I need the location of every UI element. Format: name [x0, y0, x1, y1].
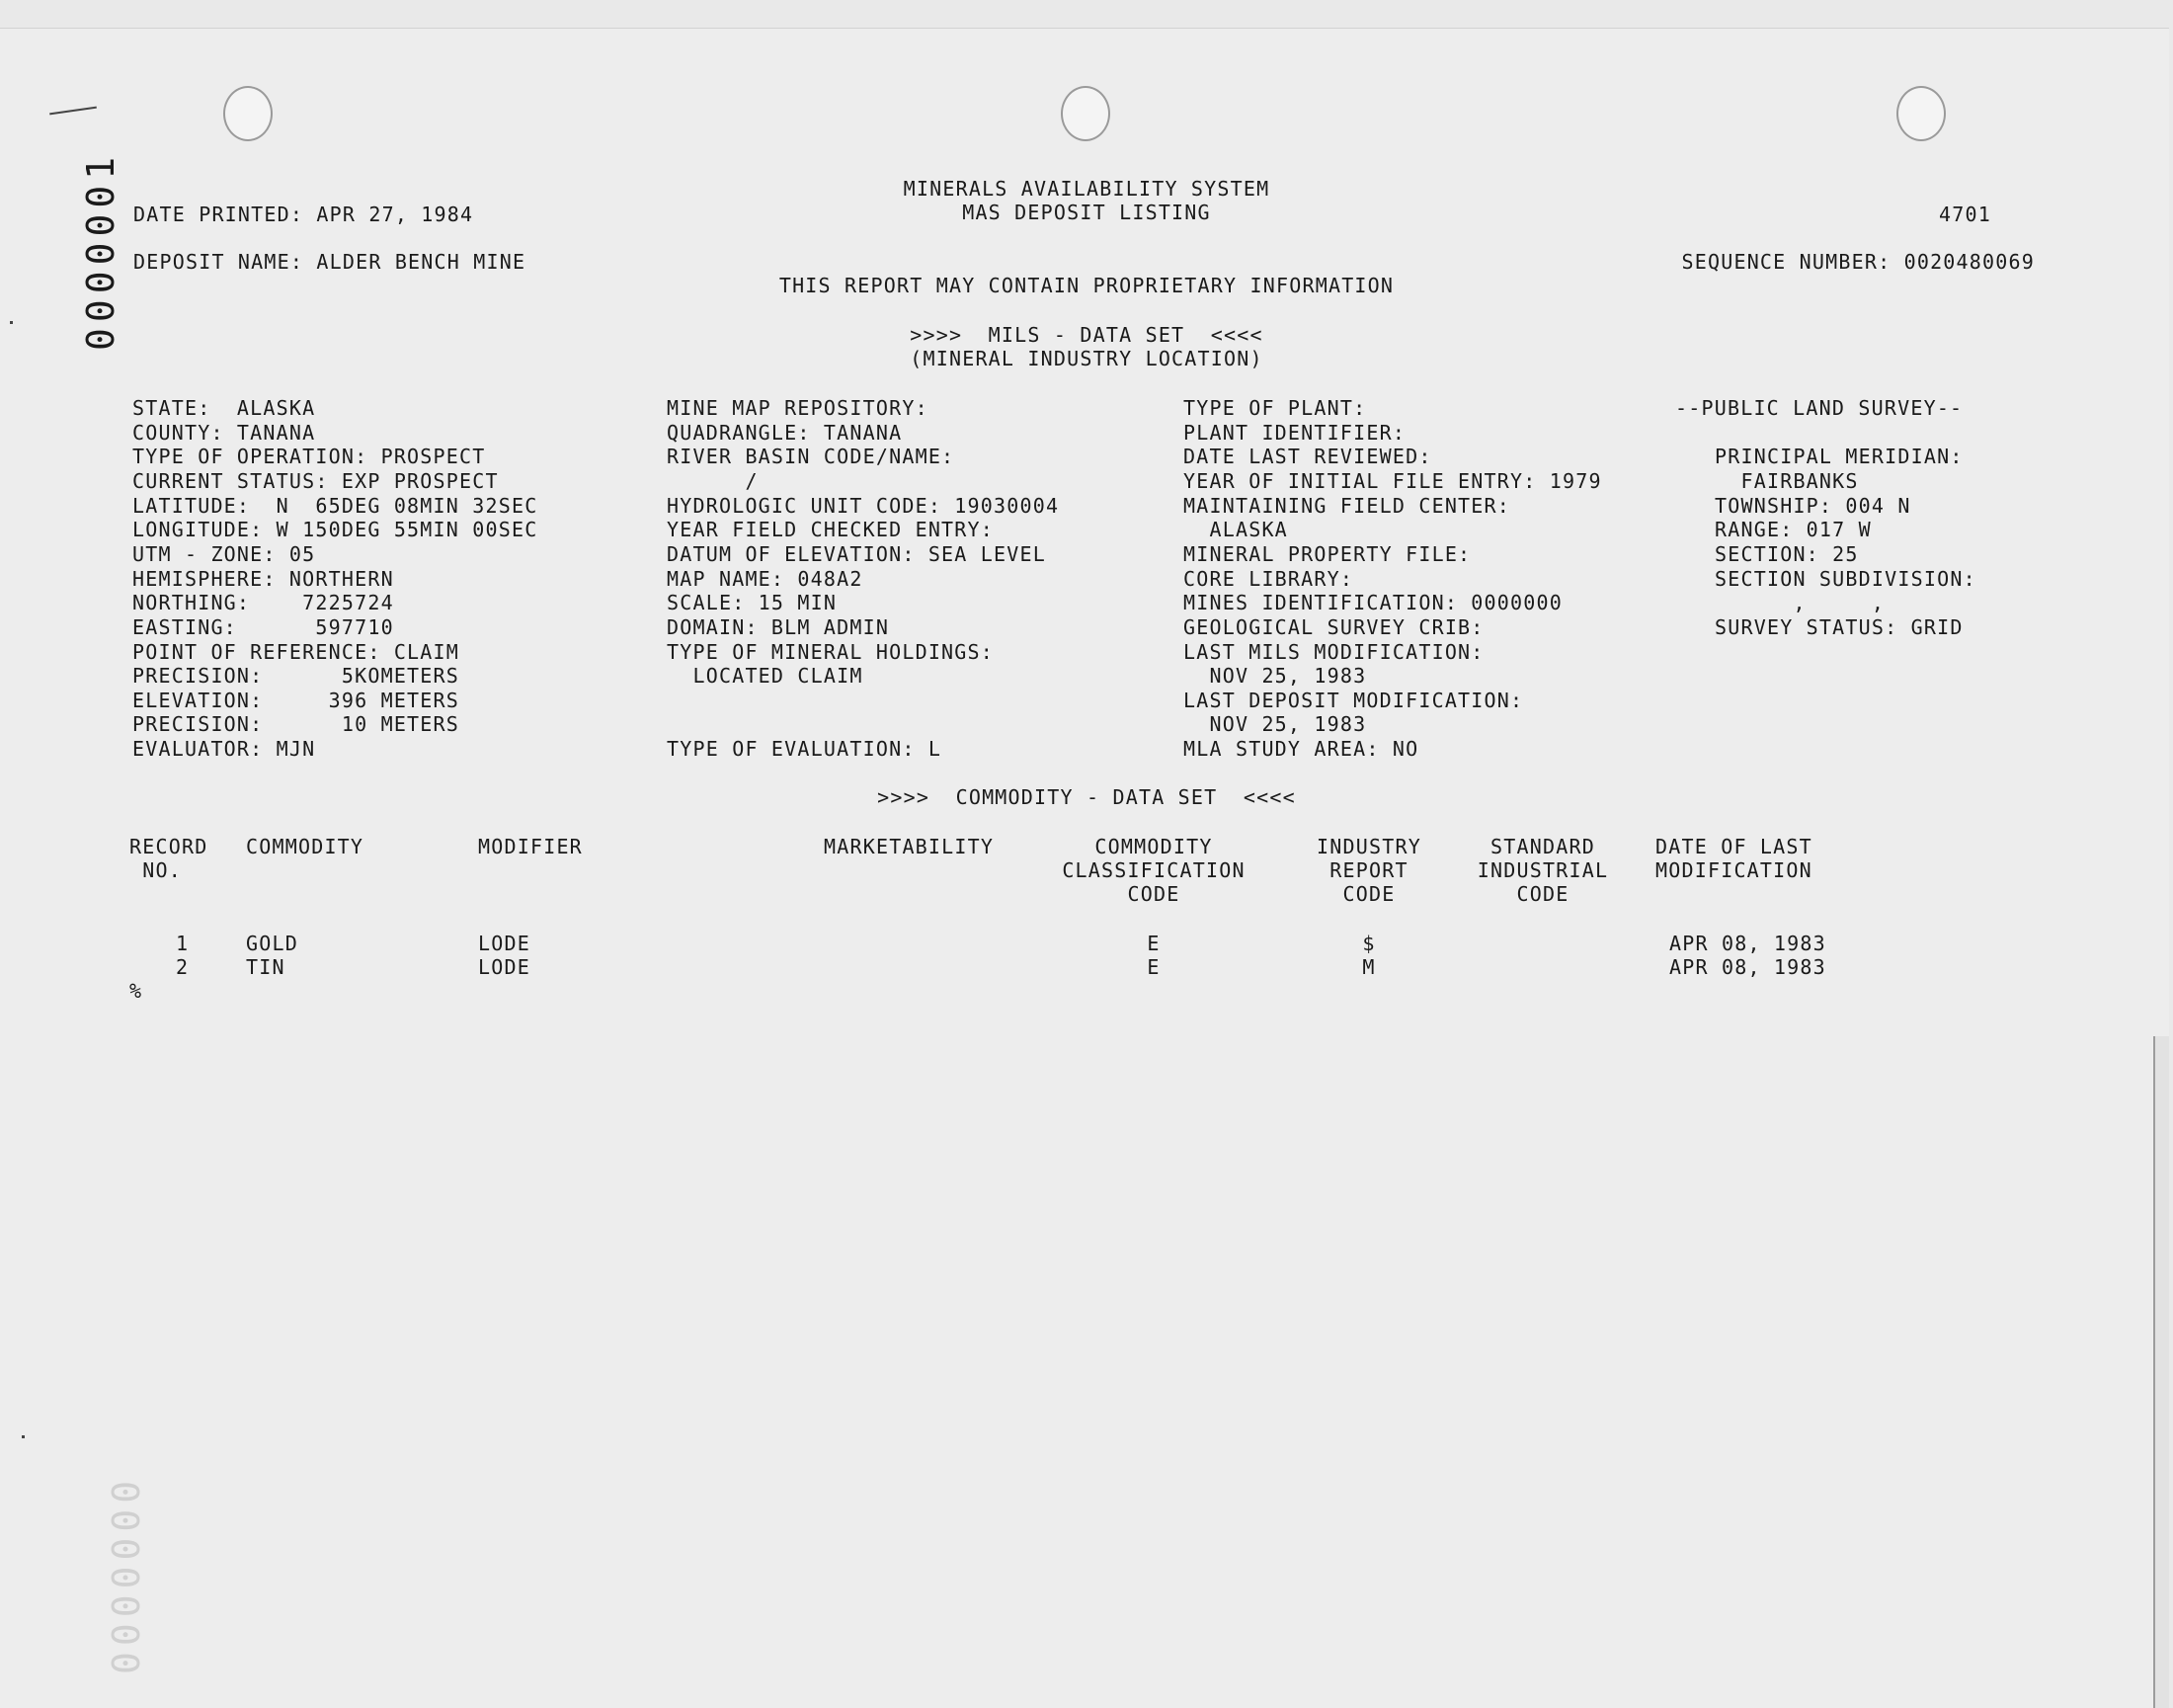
report-page: [0, 28, 2169, 1708]
header-industry-report-code: INDUSTRY REPORT CODE: [1317, 835, 1421, 906]
map-field: RIVER BASIN CODE/NAME:: [667, 445, 955, 469]
proprietary-notice: THIS REPORT MAY CONTAIN PROPRIETARY INFORMATION: [778, 274, 1395, 297]
file-field: MINERAL PROPERTY FILE:: [1183, 541, 1472, 566]
file-field: MAINTAINING FIELD CENTER:: [1183, 493, 1511, 518]
land-survey-field: , ,: [1715, 591, 1886, 615]
date-cell: APR 08, 1983: [1669, 932, 1826, 955]
header-classification-code: COMMODITY CLASSIFICATION CODE: [1062, 835, 1246, 906]
commodity-cell: TIN: [246, 955, 285, 979]
mils-section-subtitle: (MINERAL INDUSTRY LOCATION): [910, 347, 1263, 370]
map-field: SCALE: 15 MIN: [667, 591, 838, 615]
land-survey-field: --PUBLIC LAND SURVEY--: [1675, 396, 1964, 420]
location-field: LONGITUDE: W 150DEG 55MIN 00SEC: [132, 518, 538, 542]
document-stamp-bottom: 0000000: [105, 1474, 148, 1674]
location-field: PRECISION: 10 METERS: [132, 712, 460, 737]
header-standard-industrial-code: STANDARD INDUSTRIAL CODE: [1477, 835, 1609, 906]
pen-mark: [49, 107, 97, 116]
map-field: MINE MAP REPOSITORY:: [667, 396, 928, 420]
location-field: LATITUDE: N 65DEG 08MIN 32SEC: [132, 493, 538, 518]
file-field: NOV 25, 1983: [1183, 712, 1367, 737]
file-field: TYPE OF PLANT:: [1183, 396, 1367, 420]
punch-hole-left: [223, 86, 273, 141]
listing-title: MAS DEPOSIT LISTING: [962, 201, 1211, 224]
map-field: /: [667, 468, 759, 493]
map-field: LOCATED CLAIM: [667, 664, 863, 689]
land-survey-field: RANGE: 017 W: [1715, 518, 1872, 542]
location-field: UTM - ZONE: 05: [132, 541, 316, 566]
page-number: 4701: [1939, 203, 1991, 226]
file-field: GEOLOGICAL SURVEY CRIB:: [1183, 614, 1485, 639]
mils-section-title: >>>> MILS - DATA SET <<<<: [910, 323, 1263, 347]
map-field: QUADRANGLE: TANANA: [667, 420, 903, 445]
location-field: NORTHING: 7225724: [132, 591, 394, 615]
header-date-last-modification: DATE OF LAST MODIFICATION: [1655, 835, 1812, 882]
industry-report-code-cell: $: [1362, 932, 1376, 955]
sequence-number: SEQUENCE NUMBER: 0020480069: [1681, 250, 2035, 274]
modifier-cell: LODE: [478, 932, 530, 955]
location-field: COUNTY: TANANA: [132, 420, 316, 445]
location-field: EVALUATOR: MJN: [132, 737, 316, 761]
map-field: DATUM OF ELEVATION: SEA LEVEL: [667, 541, 1046, 566]
location-field: EASTING: 597710: [132, 614, 394, 639]
page-fold-edge: [2153, 1036, 2169, 1708]
system-title: MINERALS AVAILABILITY SYSTEM: [903, 177, 1270, 201]
location-field: TYPE OF OPERATION: PROSPECT: [132, 445, 486, 469]
file-field: PLANT IDENTIFIER:: [1183, 420, 1407, 445]
location-field: HEMISPHERE: NORTHERN: [132, 566, 394, 591]
map-field: TYPE OF MINERAL HOLDINGS:: [667, 639, 995, 664]
pen-mark: [10, 321, 13, 324]
date-cell: APR 08, 1983: [1669, 955, 1826, 979]
map-field: DOMAIN: BLM ADMIN: [667, 614, 890, 639]
location-field: PRECISION: 5KOMETERS: [132, 664, 460, 689]
deposit-name: DEPOSIT NAME: ALDER BENCH MINE: [133, 250, 526, 274]
header-commodity: COMMODITY: [246, 835, 364, 858]
industry-report-code-cell: M: [1362, 955, 1376, 979]
land-survey-field: FAIRBANKS: [1715, 468, 1859, 493]
document-stamp-top: 0000001: [79, 150, 122, 351]
header-modifier: MODIFIER: [478, 835, 583, 858]
end-of-record-mark: %: [129, 979, 143, 1003]
land-survey-field: SECTION: 25: [1715, 541, 1859, 566]
header-record-no: RECORD NO.: [129, 835, 208, 882]
file-field: NOV 25, 1983: [1183, 664, 1367, 689]
location-field: STATE: ALASKA: [132, 396, 316, 420]
classification-code-cell: E: [1147, 955, 1161, 979]
location-field: CURRENT STATUS: EXP PROSPECT: [132, 468, 499, 493]
map-field: TYPE OF EVALUATION: L: [667, 737, 942, 761]
file-field: MINES IDENTIFICATION: 0000000: [1183, 591, 1563, 615]
file-field: YEAR OF INITIAL FILE ENTRY: 1979: [1183, 468, 1602, 493]
land-survey-field: SURVEY STATUS: GRID: [1715, 614, 1964, 639]
location-field: ELEVATION: 396 METERS: [132, 688, 460, 712]
record-no-cell: 2: [176, 955, 190, 979]
punch-hole-center: [1061, 86, 1110, 141]
classification-code-cell: E: [1147, 932, 1161, 955]
land-survey-field: TOWNSHIP: 004 N: [1715, 493, 1911, 518]
map-field: HYDROLOGIC UNIT CODE: 19030004: [667, 493, 1060, 518]
commodity-section-title: >>>> COMMODITY - DATA SET <<<<: [877, 785, 1296, 809]
map-field: YEAR FIELD CHECKED ENTRY:: [667, 518, 995, 542]
punch-hole-right: [1896, 86, 1946, 141]
date-printed: DATE PRINTED: APR 27, 1984: [133, 203, 474, 226]
commodity-cell: GOLD: [246, 932, 298, 955]
land-survey-field: PRINCIPAL MERIDIAN:: [1715, 445, 1964, 469]
record-no-cell: 1: [176, 932, 190, 955]
location-field: POINT OF REFERENCE: CLAIM: [132, 639, 460, 664]
modifier-cell: LODE: [478, 955, 530, 979]
file-field: CORE LIBRARY:: [1183, 566, 1354, 591]
header-marketability: MARKETABILITY: [824, 835, 995, 858]
file-field: ALASKA: [1183, 518, 1288, 542]
file-field: DATE LAST REVIEWED:: [1183, 445, 1432, 469]
pen-mark: [22, 1435, 25, 1438]
file-field: LAST MILS MODIFICATION:: [1183, 639, 1485, 664]
file-field: MLA STUDY AREA: NO: [1183, 737, 1419, 761]
map-field: MAP NAME: 048A2: [667, 566, 863, 591]
file-field: LAST DEPOSIT MODIFICATION:: [1183, 688, 1524, 712]
land-survey-field: SECTION SUBDIVISION:: [1715, 566, 1976, 591]
